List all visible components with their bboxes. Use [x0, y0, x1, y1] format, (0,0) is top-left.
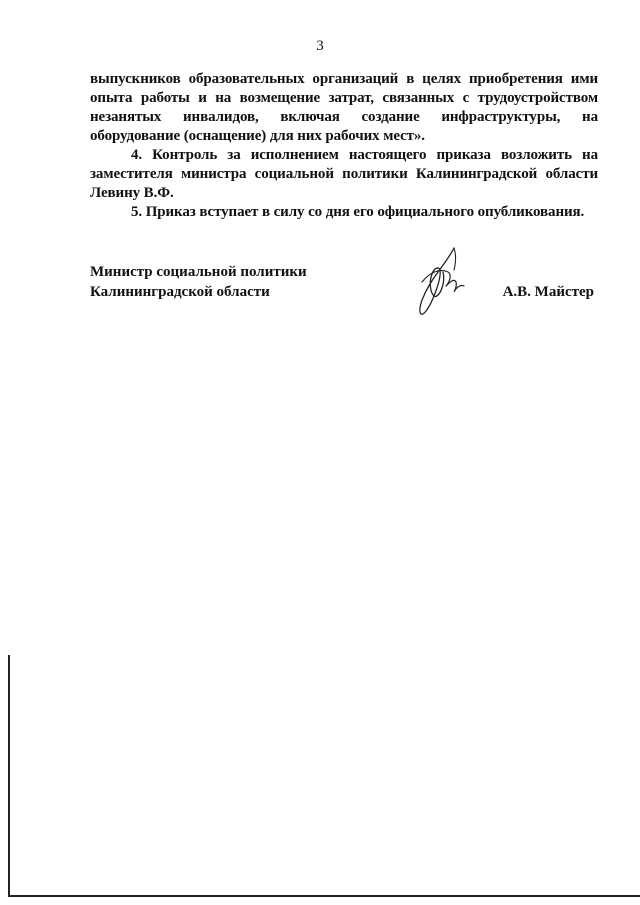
document-body: [90, 70, 598, 222]
scan-edge-left: [8, 655, 10, 895]
scan-edge-bottom: [8, 895, 640, 897]
signature-block: [90, 262, 598, 322]
signer-name: А.В. Майстер: [502, 284, 594, 300]
handwritten-signature-icon: [410, 242, 470, 322]
page-number: 3: [316, 38, 324, 54]
paragraph-item-4: 4. Контроль за исполнением настоящего приказа возложить на заместителя министра социальной политики Калининградской области Левину В.Ф.: [90, 147, 598, 201]
paragraph-continuation: выпускников образовательных организаций в целях приобретения ими опыта работы и на возмещение затрат, связанных с трудоустройством незанятых инвалидов, включая создание инфраструктуры, на оборудование (оснащение) для них рабочих мест».: [90, 71, 598, 144]
paragraph-item-5: 5. Приказ вступает в силу со дня его официального опубликования.: [131, 204, 585, 220]
signer-title-line-1: Министр социальной политики: [90, 264, 307, 280]
signer-title: [90, 262, 307, 302]
signer-title-line-2: Калининградской области: [90, 284, 270, 300]
